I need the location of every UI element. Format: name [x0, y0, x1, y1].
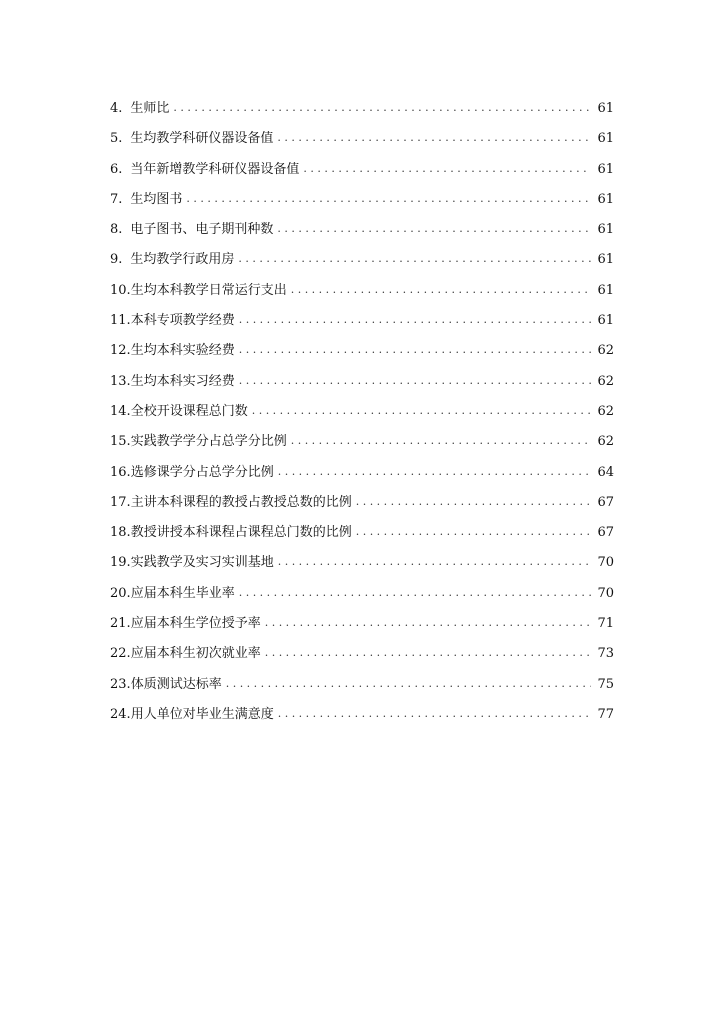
toc-entry-page: 61 [597, 252, 614, 268]
toc-leader-dots [291, 426, 592, 456]
toc-leader-dots [303, 154, 591, 184]
toc-entry-title: 教授讲授本科课程占课程总门数的比例 [130, 525, 352, 541]
toc-entry-title: 生师比 [130, 101, 170, 116]
toc-entry-page: 73 [597, 646, 614, 662]
toc-entry-page: 61 [597, 161, 614, 177]
toc-entry-number: 15. [110, 434, 131, 450]
toc-leader-dots [278, 699, 592, 729]
toc-entry-title: 生均图书 [130, 191, 183, 207]
toc-entry-number: 18. [110, 525, 131, 541]
toc-entry-page: 62 [597, 403, 614, 419]
toc-entry[interactable] [110, 155, 614, 185]
toc-entry-page: 61 [597, 191, 614, 207]
toc-entry[interactable] [110, 579, 614, 609]
toc-entry[interactable] [110, 639, 614, 669]
toc-entry-title: 当年新增教学科研仪器设备值 [130, 161, 300, 177]
toc-leader-dots [356, 487, 592, 517]
toc-entry-title: 实践教学及实习实训基地 [130, 555, 274, 571]
toc-leader-dots [252, 396, 592, 426]
toc-entry-page: 61 [597, 222, 614, 238]
toc-entry-number: 20. [110, 585, 131, 601]
toc-entry-page: 62 [597, 343, 614, 359]
toc-entry[interactable] [110, 427, 614, 457]
toc-entry[interactable] [110, 548, 614, 578]
toc-entry-title: 全校开设课程总门数 [130, 403, 248, 419]
toc-entry-number: 24. [110, 706, 131, 722]
toc-leader-dots [356, 517, 592, 547]
toc-entry-page: 71 [597, 616, 614, 632]
toc-entry-title: 应届本科生毕业率 [130, 585, 235, 601]
toc-entry[interactable] [110, 306, 614, 336]
toc-entry[interactable] [110, 94, 614, 124]
toc-entry-page: 77 [597, 706, 614, 722]
toc-entry-title: 应届本科生学位授予率 [130, 616, 261, 632]
toc-leader-dots [278, 457, 592, 487]
toc-entry-number: 10. [110, 282, 131, 298]
toc-entry-page: 62 [597, 434, 614, 450]
toc-entry[interactable] [110, 245, 614, 275]
toc-entry-page: 64 [597, 464, 614, 480]
toc-entry-number: 7. [110, 191, 123, 207]
toc-entry[interactable] [110, 185, 614, 215]
toc-entry-number: 11. [110, 313, 131, 329]
toc-leader-dots [277, 123, 591, 153]
toc-entry-number: 5. [110, 131, 123, 147]
toc-entry-number: 17. [110, 494, 131, 510]
toc-leader-dots [186, 184, 591, 214]
toc-entry-page: 75 [597, 676, 614, 692]
toc-entry-title: 主讲本科课程的教授占教授总数的比例 [130, 494, 352, 510]
toc-entry[interactable] [110, 670, 614, 700]
toc-entry[interactable] [110, 458, 614, 488]
toc-entry-title: 选修课学分占总学分比例 [130, 464, 274, 480]
toc-entry-title: 用人单位对毕业生满意度 [130, 706, 274, 722]
toc-entry-page: 67 [597, 494, 614, 510]
toc-entry-title: 体质测试达标率 [130, 676, 222, 692]
toc-leader-dots [265, 638, 592, 668]
toc-entry[interactable] [110, 397, 614, 427]
toc-entry-number: 6. [110, 161, 123, 177]
toc-leader-dots [173, 93, 591, 123]
toc-entry-number: 21. [110, 616, 131, 632]
toc-entry-title: 生均教学科研仪器设备值 [130, 131, 274, 147]
toc-leader-dots [239, 366, 592, 396]
toc-leader-dots [265, 608, 592, 638]
toc-entry[interactable] [110, 609, 614, 639]
toc-entry-number: 14. [110, 403, 131, 419]
toc-entry[interactable] [110, 276, 614, 306]
toc-leader-dots [278, 547, 592, 577]
toc-entry-number: 8. [110, 222, 123, 238]
toc-entry-title: 生均本科实习经费 [130, 373, 235, 389]
toc-entry-page: 67 [597, 525, 614, 541]
toc-entry-number: 12. [110, 343, 131, 359]
toc-entry-title: 生均本科教学日常运行支出 [130, 282, 287, 298]
toc-entry[interactable] [110, 700, 614, 730]
toc-entry[interactable] [110, 518, 614, 548]
toc-leader-dots [277, 214, 591, 244]
toc-leader-dots [226, 669, 592, 699]
toc-entry-number: 19. [110, 555, 131, 571]
toc-entry[interactable] [110, 336, 614, 366]
toc-entry-title: 应届本科生初次就业率 [130, 646, 261, 662]
toc-entry[interactable] [110, 367, 614, 397]
toc-entry-page: 61 [597, 282, 614, 298]
toc-leader-dots [238, 244, 591, 274]
toc-leader-dots [239, 305, 592, 335]
toc-entry-page: 61 [597, 131, 614, 147]
toc-entry-page: 62 [597, 373, 614, 389]
toc-entry-number: 13. [110, 373, 131, 389]
toc-leader-dots [239, 578, 592, 608]
toc-entry-page: 61 [597, 101, 614, 116]
table-of-contents [110, 94, 614, 730]
toc-entry[interactable] [110, 215, 614, 245]
toc-entry-number: 9. [110, 252, 123, 268]
toc-entry-page: 70 [597, 555, 614, 571]
toc-entry-page: 70 [597, 585, 614, 601]
toc-entry-number: 4. [110, 101, 123, 116]
toc-leader-dots [291, 275, 592, 305]
toc-entry-number: 22. [110, 646, 131, 662]
toc-entry-number: 23. [110, 676, 131, 692]
toc-entry-number: 16. [110, 464, 131, 480]
toc-entry-title: 生均教学行政用房 [130, 252, 235, 268]
toc-entry[interactable] [110, 488, 614, 518]
toc-entry-page: 61 [597, 313, 614, 329]
toc-entry[interactable] [110, 124, 614, 154]
toc-leader-dots [239, 335, 592, 365]
toc-entry-title: 实践教学学分占总学分比例 [130, 434, 287, 450]
toc-entry-title: 电子图书、电子期刊种数 [130, 222, 274, 238]
toc-entry-title: 生均本科实验经费 [130, 343, 235, 359]
toc-entry-title: 本科专项教学经费 [130, 313, 235, 329]
